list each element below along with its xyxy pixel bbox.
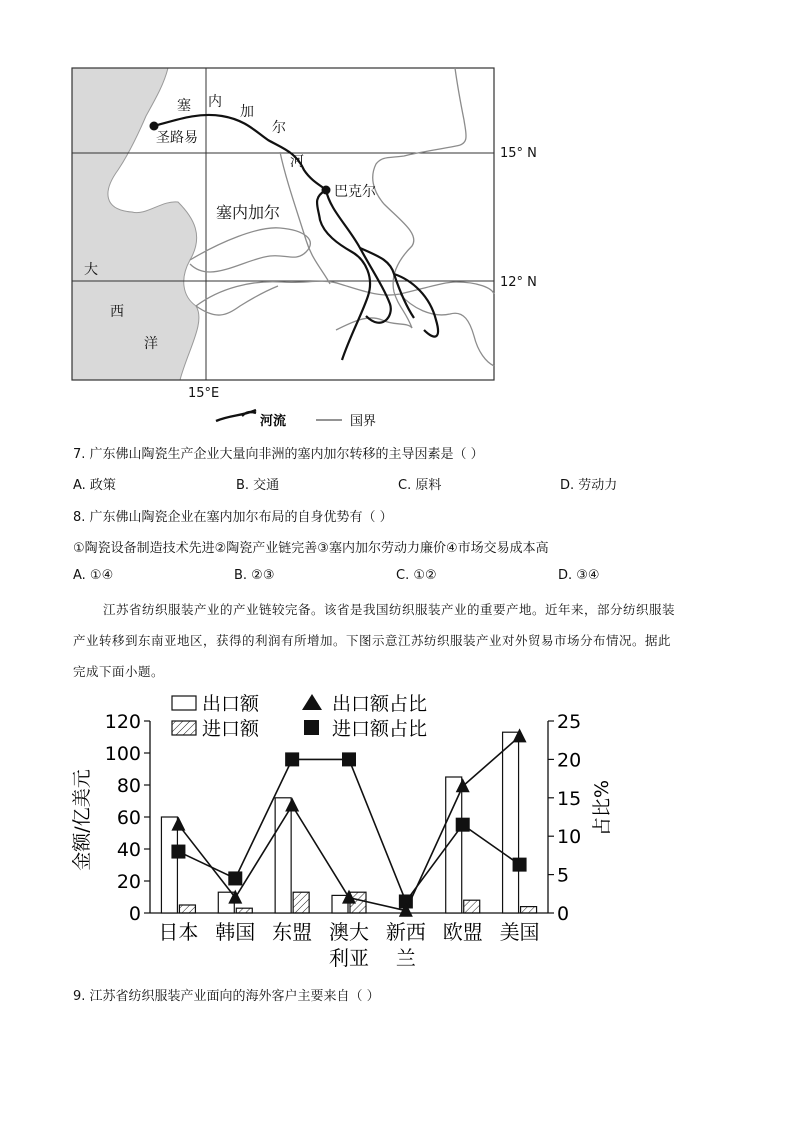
river-label-nei: 内 (208, 94, 222, 110)
q7-option-b: B. 交通 (236, 478, 280, 493)
x-tick-label: 韩国 (215, 920, 256, 944)
import-share-point (513, 858, 527, 872)
legend-import-share-marker (304, 720, 319, 735)
question-8-statements: ①陶瓷设备制造技术先进②陶瓷产业链完善③塞内加尔劳动力廉价④市场交易成本高 (73, 541, 549, 556)
y-left-tick-label: 100 (104, 743, 141, 765)
x-tick-label: 新西 (385, 920, 426, 944)
import-bar (236, 908, 252, 913)
bakel-dot (322, 186, 331, 195)
q8-option-a: A. ①④ (73, 568, 114, 583)
import-bar (293, 892, 309, 913)
x-tick-label: 美国 (499, 920, 540, 944)
chart-legend (172, 693, 427, 740)
passage-line-1: 江苏省纺织服装产业的产业链较完备。该省是我国纺织服装产业的重要产地。近年来，部分纺织服装 (103, 602, 676, 617)
river-legend-symbol (216, 410, 256, 421)
x-tick-label: 日本 (158, 920, 199, 944)
export-bar (275, 798, 291, 913)
y-right-tick-label: 15 (557, 787, 582, 810)
y-left-tick-label: 120 (104, 711, 141, 733)
river-label-jia: 加 (240, 104, 254, 120)
import-share-point (228, 871, 242, 885)
x-tick-label: 澳大 (329, 920, 369, 944)
y-axis-left-title: 金额/亿美元 (71, 769, 93, 871)
question-9-stem: 9. 江苏省纺织服装产业面向的海外客户主要来自（ ） (73, 989, 380, 1004)
saint-louis-label: 圣路易 (156, 130, 198, 146)
question-7-stem: 7. 广东佛山陶瓷生产企业大量向非洲的塞内加尔转移的主导因素是（ ） (73, 447, 484, 462)
y-left-tick-label: 60 (116, 807, 141, 829)
legend-export-label: 出口额 (202, 693, 260, 715)
y-axis-right-title: 占比% (591, 779, 613, 837)
q7-option-d: D. 劳动力 (560, 478, 618, 493)
import-share-point (456, 818, 470, 832)
map-legend (216, 410, 376, 429)
lat-12-label: 12° N (500, 275, 537, 290)
import-bar (521, 907, 537, 913)
legend-import-share-label: 进口额占比 (332, 718, 428, 740)
river-label-er: 尔 (272, 120, 286, 136)
ocean-area (72, 68, 199, 380)
y-left-tick-label: 40 (116, 839, 141, 861)
legend-export-share-marker (302, 694, 322, 710)
y-right-tick-label: 5 (557, 864, 570, 887)
legend-export-share-label: 出口额占比 (332, 693, 428, 715)
import-share-point (171, 845, 185, 859)
export-bar (503, 732, 519, 913)
y-left-tick-label: 0 (128, 903, 141, 925)
lat-15-label: 15° N (500, 146, 537, 161)
x-tick-label: 东盟 (272, 920, 313, 944)
y-right-tick-label: 10 (557, 826, 582, 849)
x-tick-label: 欧盟 (442, 920, 483, 944)
river-label-he: 河 (290, 154, 304, 170)
x-tick-label: 兰 (395, 946, 416, 970)
river-label-sai: 塞 (177, 98, 191, 114)
y-left-tick-label: 20 (116, 871, 141, 893)
ocean-label-yang: 洋 (144, 336, 158, 352)
q8-option-c: C. ①② (396, 568, 437, 583)
ocean-label-da: 大 (84, 262, 98, 278)
lon-15-label: 15°E (188, 386, 220, 401)
question-8-stem: 8. 广东佛山陶瓷企业在塞内加尔布局的自身优势有（ ） (73, 510, 393, 525)
senegal-label: 塞内加尔 (216, 203, 281, 222)
y-right-tick-label: 0 (557, 903, 570, 925)
bakel-label: 巴克尔 (334, 184, 376, 200)
import-share-point (285, 752, 299, 766)
passage-line-3: 完成下面小题。 (73, 664, 165, 679)
x-tick-label: 利亚 (329, 946, 369, 970)
senegal-map (60, 60, 560, 440)
border-legend-label: 国界 (350, 414, 377, 429)
y-right-tick-label: 25 (557, 711, 582, 733)
import-bar (464, 900, 480, 913)
legend-import-label: 进口额 (202, 718, 260, 740)
q7-option-a: A. 政策 (73, 478, 116, 493)
legend-export-swatch (172, 696, 196, 710)
y-left-tick-label: 80 (116, 775, 141, 797)
trade-chart (60, 688, 620, 978)
legend-import-swatch (172, 721, 196, 735)
river-legend-label: 河流 (260, 414, 287, 429)
q8-option-b: B. ②③ (234, 568, 275, 583)
import-share-point (342, 752, 356, 766)
ocean-label-xi: 西 (110, 304, 124, 320)
q8-option-d: D. ③④ (558, 568, 600, 583)
passage-line-2: 产业转移到东南亚地区，获得的利润有所增加。下图示意江苏纺织服装产业对外贸易市场分布情况。据此 (73, 633, 672, 648)
import-bar (179, 905, 195, 913)
q7-option-c: C. 原料 (398, 478, 442, 493)
export-bar (161, 817, 177, 913)
y-right-tick-label: 20 (557, 749, 582, 772)
